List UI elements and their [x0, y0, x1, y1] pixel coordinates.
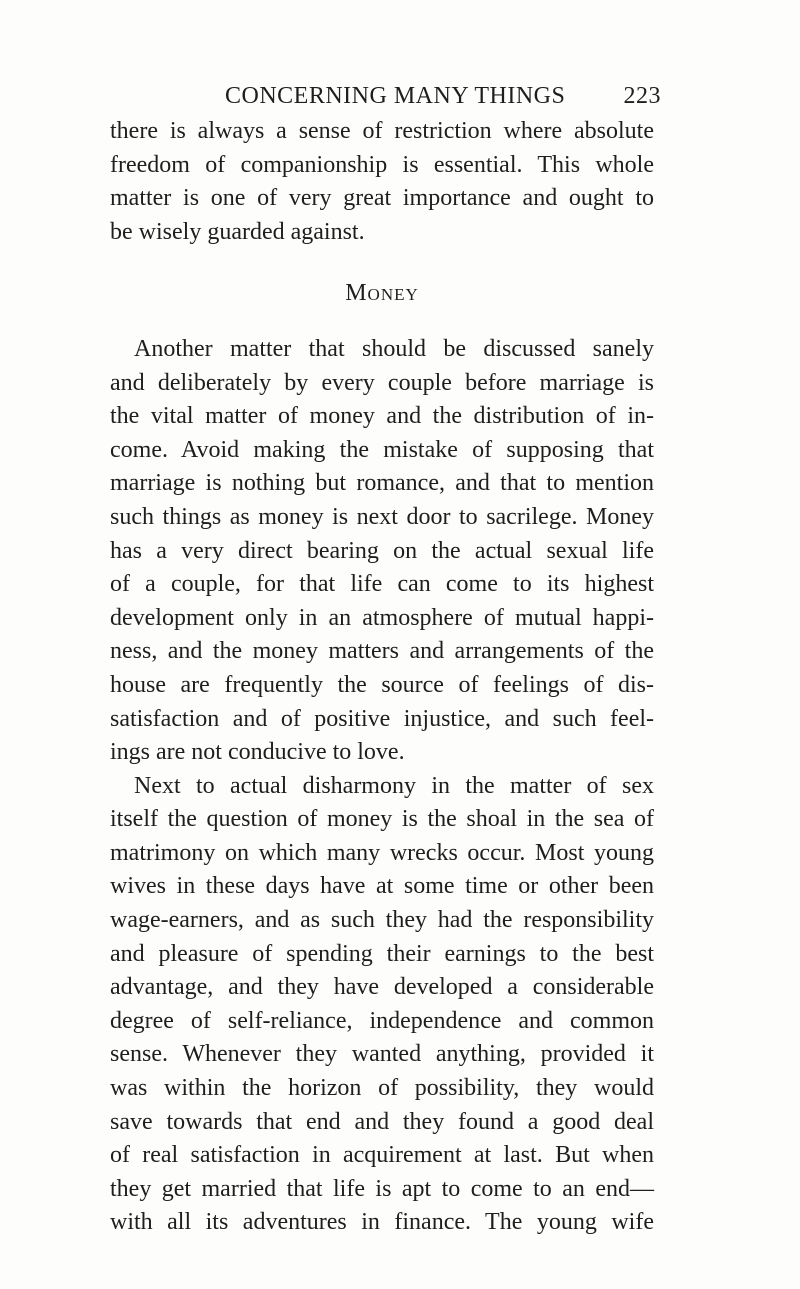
text-line: the vital matter of money and the distribution of in-: [110, 403, 654, 430]
text-line: ings are not conducive to love.: [110, 739, 405, 766]
text-line: advantage, and they have developed a considerable: [110, 974, 654, 1001]
text-line: Next to actual disharmony in the matter of sex: [134, 772, 654, 799]
text-line: house are frequently the source of feelings of dis-: [110, 671, 654, 698]
page-number: 223: [623, 83, 661, 109]
text-line: of a couple, for that life can come to its highest: [110, 571, 654, 598]
text-line: wage-earners, and as such they had the responsibility: [110, 907, 654, 934]
running-head: [225, 82, 661, 110]
text-line: itself the question of money is the shoal in the sea of: [110, 806, 654, 833]
text-line: matter is one of very great importance and ought to: [110, 185, 654, 212]
text-line: they get married that life is apt to come to an end—: [110, 1175, 654, 1202]
text-line: come. Avoid making the mistake of supposing that: [110, 436, 654, 463]
text-line: wives in these days have at some time or other been: [110, 873, 654, 900]
text-line: and deliberately by every couple before marriage is: [110, 369, 654, 396]
text-line: such things as money is next door to sacrilege. Money: [110, 503, 654, 530]
text-line: development only in an atmosphere of mutual happi-: [110, 604, 654, 631]
running-head-title: CONCERNING MANY THINGS: [225, 83, 566, 109]
text-line: save towards that end and they found a good deal: [110, 1108, 654, 1135]
text-line: of real satisfaction in acquirement at last. But when: [110, 1142, 654, 1169]
text-line: sense. Whenever they wanted anything, provided it: [110, 1041, 654, 1068]
text-line: degree of self-reliance, independence and common: [110, 1007, 654, 1034]
text-line: marriage is nothing but romance, and that to mention: [110, 470, 654, 497]
text-line: be wisely guarded against.: [110, 218, 365, 245]
body-text: [110, 115, 654, 1240]
paragraph-2: [110, 333, 654, 770]
paragraph-3: [110, 770, 654, 1240]
text-line: and pleasure of spending their earnings to the best: [110, 940, 654, 967]
text-line: was within the horizon of possibility, they would: [110, 1075, 654, 1102]
text-line: satisfaction and of positive injustice, and such feel-: [110, 705, 654, 732]
text-line: Another matter that should be discussed sanely: [134, 335, 654, 362]
text-line: matrimony on which many wrecks occur. Most young: [110, 839, 654, 866]
section-heading: Money: [345, 280, 419, 307]
text-line: ness, and the money matters and arrangements of the: [110, 638, 654, 665]
text-line: has a very direct bearing on the actual sexual life: [110, 537, 654, 564]
text-line: with all its adventures in finance. The young wife: [110, 1209, 654, 1236]
text-line: freedom of companionship is essential. This whole: [110, 151, 654, 178]
paragraph-1: [110, 115, 654, 249]
text-line: there is always a sense of restriction where absolute: [110, 118, 654, 144]
